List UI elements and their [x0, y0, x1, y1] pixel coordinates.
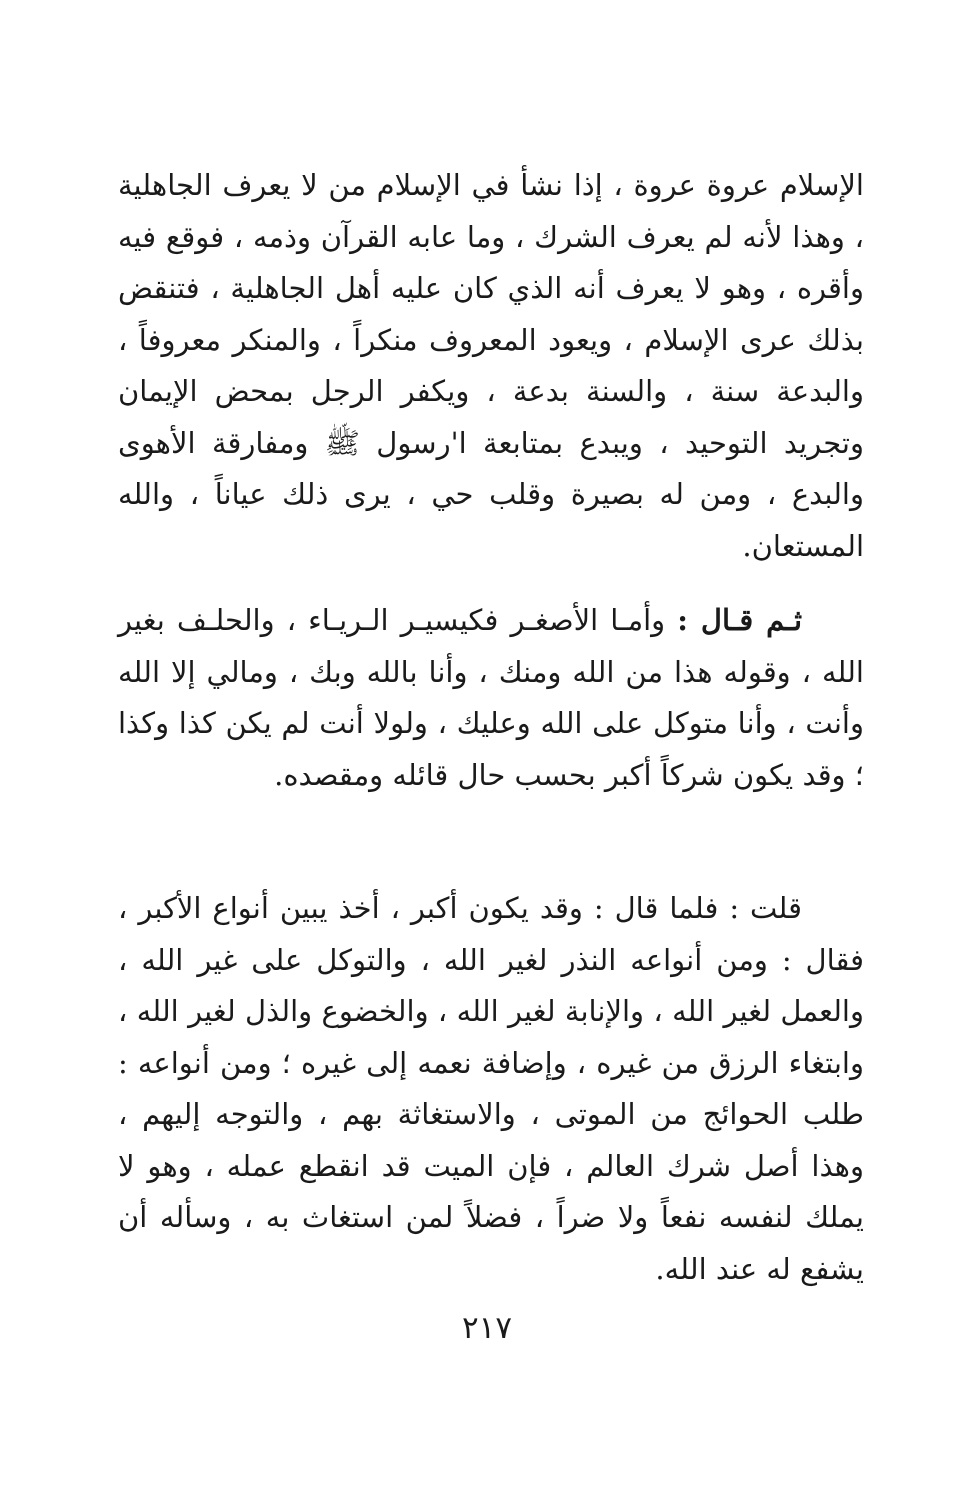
- paragraph-3: [118, 883, 864, 1295]
- paragraph-2-text: وأمـا الأصغـر فكيسيـر الـريـاء ، والحلـف بغير الله ، وقوله هذا من الله ومنك ، وأنا بالله وبك ، ومالي إلا الله وأنت ، وأنا متوكل على الله وعليك ، ولولا أنت لم يكن كذا وكذا ؛ وقد يكون شركاً أكبر بحسب حال قائله ومقصده.: [118, 603, 864, 792]
- paragraph-2-lead: ثـم قـال :: [677, 603, 803, 637]
- paragraph-1-text: الإسلام عروة عروة ، إذا نشأ في الإسلام من لا يعرف الجاهلية ، وهذا لأنه لم يعرف الشرك ، وما عابه القرآن وذمه ، فوقع فيه وأقره ، وهو لا يعرف أنه الذي كان عليه أهل الجاهلية ، فتنقض بذلك عرى الإسلام ، ويعود المعروف منكراً ، والمنكر معروفاً ، والبدعة سنة ، والسنة بدعة ، ويكفر الرجل بمحض الإيمان وتجريد التوحيد ، ويبدع بمتابعة ا'رسول ﷺ ومفارقة الأهوى والبدع ، ومن له بصيرة وقلب حي ، يرى ذلك عياناً ، والله المستعان.: [118, 168, 864, 563]
- paragraph-1: [118, 160, 864, 572]
- paragraph-2: [118, 595, 864, 801]
- page-number: ٢١٧: [462, 1310, 512, 1346]
- paragraph-3-text: قلت : فلما قال : وقد يكون أكبر ، أخذ يبين أنواع الأكبر ، فقال : ومن أنواعه النذر لغير الله ، والتوكل على غير الله ، والعمل لغير الله ، والإنابة لغير الله ، والخضوع والذل لغير الله ، وابتغاء الرزق من غيره ، وإضافة نعمه إلى غيره ؛ ومن أنواعه : طلب الحوائج من الموتى ، والاستغاثة بهم ، والتوجه إليهم ، وهذا أصل شرك العالم ، فإن الميت قد انقطع عمله ، وهو لا يملك لنفسه نفعاً ولا ضراً ، فضلاً لمن استغاث به ، وسأله أن يشفع له عند الله.: [118, 891, 864, 1286]
